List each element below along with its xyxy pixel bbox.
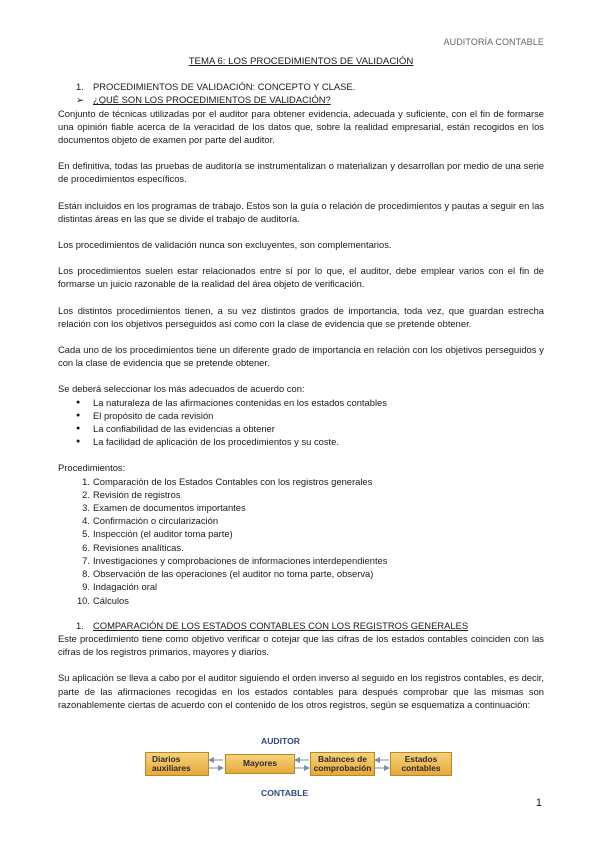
paragraph: Los procedimientos de validación nunca son excluyentes, son complementarios. [58,239,392,251]
subheading-text: ¿QUÉ SON LOS PROCEDIMIENTOS DE VALIDACIÓN? [93,94,331,106]
heading-number: 1. [76,619,84,631]
list-item: 9. Indagación oral [82,581,158,593]
diagram-box-diarios: Diarios auxiliares [145,752,209,776]
list-item: 8. Observación de las operaciones (el auditor no toma parte, observa) [82,568,374,580]
heading-number: 1. [76,81,84,93]
list-item: ● La facilidad de aplicación de los procedimientos y su coste. [76,435,544,448]
list-item: 1. Comparación de los Estados Contables con los registros generales [82,475,373,487]
heading-text: COMPARACIÓN DE LOS ESTADOS CONTABLES CON LOS REGISTROS GENERALES [93,619,469,631]
diagram-box-balances: Balances de comprobación [310,752,375,776]
paragraph: Este procedimiento tiene como objetivo verificar o cotejar que las cifras de los estados contables coinciden con las cifras de los registros primarios, mayores y diarios. [58,632,544,658]
list-item: 5. Inspección (el auditor toma parte) [82,528,233,540]
paragraph: Los procedimientos suelen estar relacionados entre sí por lo que, el auditor, debe emplear varios con el fin de formarse un juicio razonable de la realidad del área objeto de verificación. [58,265,544,290]
heading-procedimientos [76,80,544,93]
procedures-list [58,475,544,607]
section-heading-comparacion [76,619,544,632]
document-title: TEMA 6: LOS PROCEDIMIENTOS DE VALIDACIÓN [188,56,414,67]
list-item: 2. Revisión de registros [82,488,181,500]
diagram-label-auditor: AUDITOR [261,736,300,746]
list-item: 3. Examen de documentos importantes [82,502,246,514]
subheading-que-son [76,93,544,106]
heading-text: PROCEDIMIENTOS DE VALIDACIÓN: CONCEPTO Y CLASE. [93,81,356,93]
paragraph: Conjunto de técnicas utilizadas por el auditor para obtener evidencia, adecuada y suficiente, con el fin de formarse una opinión fiable acerca de la veracidad de los datos que, sobre la realidad empresarial, están recogidos en los documentos objeto de examen por parte del auditor. [58,107,544,146]
paragraph: Su aplicación se lleva a cabo por el auditor siguiendo el orden inverso al seguido en los registros contables, es decir, parte de las afirmaciones recogidas en los estados contables para después comprobar que las mismas son razonablemente ciertas de acuerdo con el contenido de los otros registros, según se esquematiza a continuación: [58,672,544,710]
running-header: AUDITORÍA CONTABLE [443,37,544,47]
list-item: 10. Cálculos [76,594,129,606]
diagram-box-estados: Estados contables [390,752,452,776]
paragraph: Cada uno de los procedimientos tiene un diferente grado de importancia en relación con los objetivos perseguidos y con la clase de evidencia que se pretende obtener. [58,344,544,369]
select-intro: Se deberá seleccionar los más adecuados de acuerdo con: [58,383,305,395]
list-item: ● La confiabilidad de las evidencias a obtener [76,422,544,435]
audit-flow-diagram [143,735,463,803]
list-item: 4. Confirmación o circularización [82,515,219,527]
list-item: ● El propósito de cada revisión [76,409,544,422]
list-item: 7. Investigaciones y comprobaciones de informaciones interdependientes [82,554,388,566]
document-body [58,55,544,711]
diagram-box-mayores: Mayores [225,754,295,774]
criteria-list [58,396,544,449]
paragraph: Están incluidos en los programas de trabajo. Estos son la guía o relación de procedimientos y pautas a seguir en las distintas áreas en las que se divide el trabajo de auditoría. [58,199,544,224]
paragraph: Los distintos procedimientos tienen, a su vez distintos grados de importancia, toda vez, que guardan estrecha relación con los objetivos perseguidos así como con la clase de evidencia que se pretende obtener. [58,304,544,329]
list-item: 6. Revisiones analíticas. [82,541,184,553]
arrow-bullet-icon: ➢ [76,94,84,106]
procedures-intro: Procedimientos: [58,462,126,474]
page-number: 1 [535,797,542,809]
paragraph: En definitiva, todas las pruebas de auditoría se instrumentalizan o materializan y desarrollan por medio de una serie de procedimientos específicos. [58,160,544,185]
diagram-label-contable: CONTABLE [261,788,309,798]
list-item: ● La naturaleza de las afirmaciones contenidas en los estados contables [76,396,544,409]
